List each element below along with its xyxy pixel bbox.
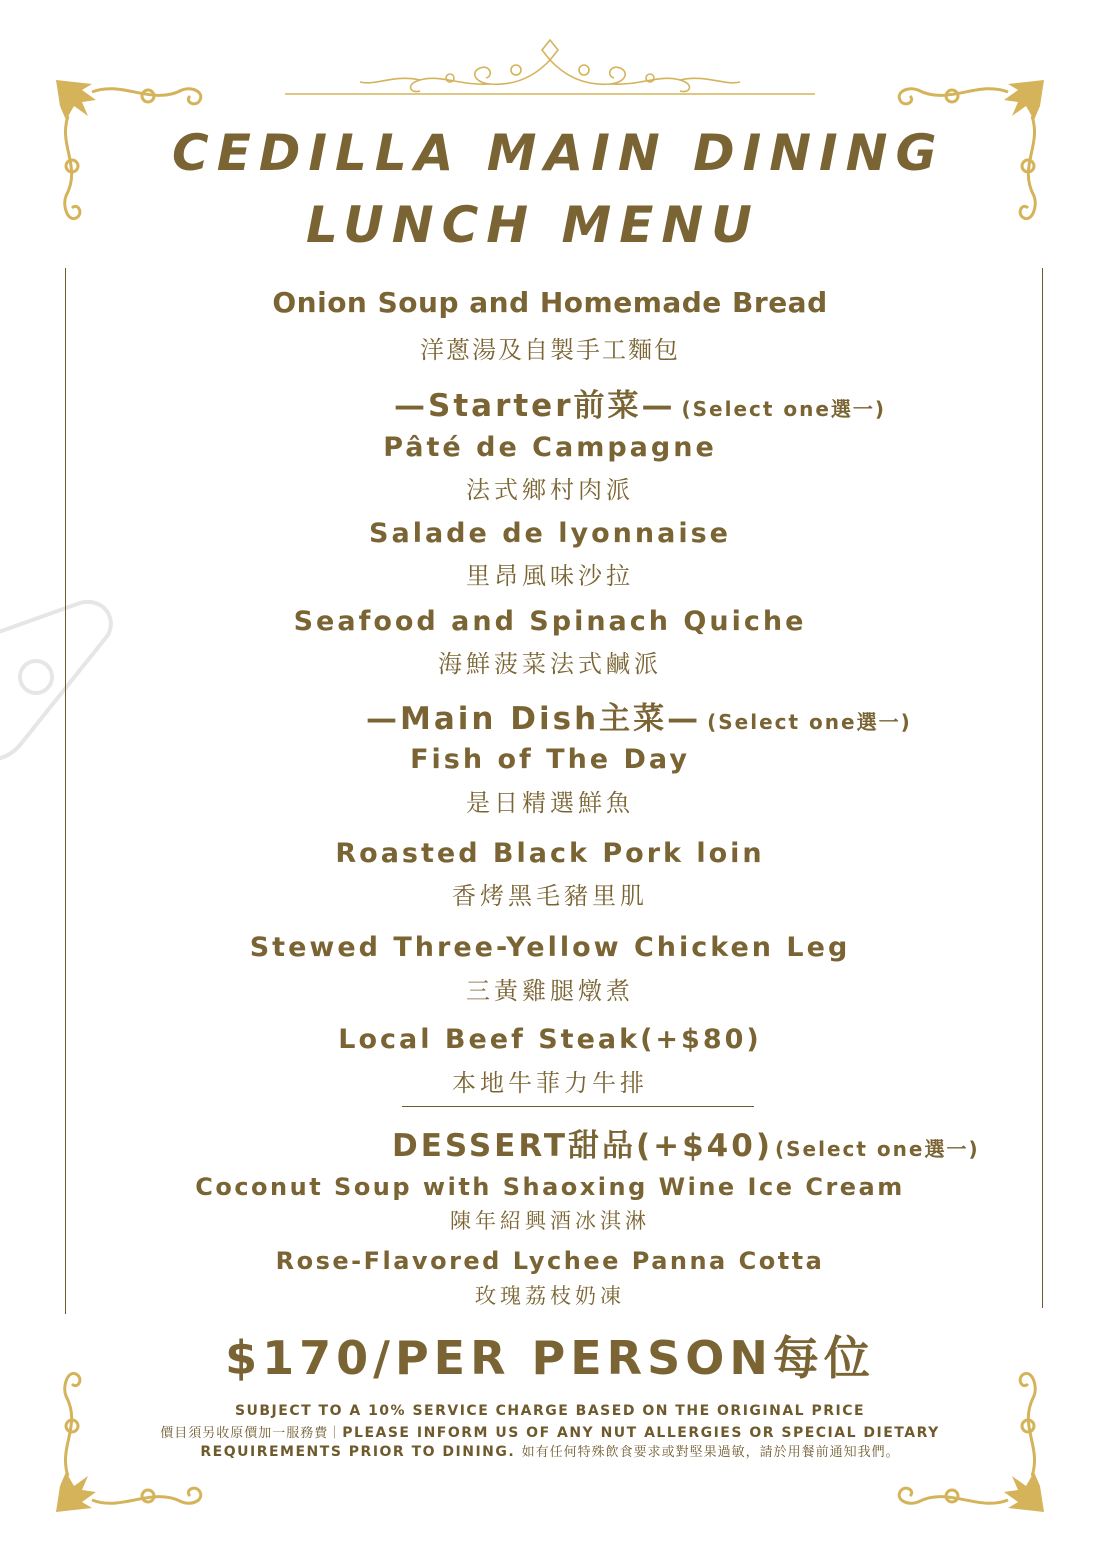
allergy-note-en: PLEASE INFORM US OF ANY NUT ALLERGIES OR SPECIAL DIETARY	[342, 1425, 940, 1441]
main-dish-item-name-zh: 本地牛菲力牛排	[452, 1069, 648, 1097]
allergy-note-zh: 如有任何特殊飲食要求或對堅果過敏，請於用餐前通知我們。	[521, 1445, 900, 1460]
allergy-note-line1	[0, 1422, 1100, 1441]
main-dish-item-name-zh: 是日精選鮮魚	[466, 789, 634, 817]
starter-heading	[394, 380, 886, 425]
dessert-item-name: Rose-Flavored Lychee Panna Cotta	[275, 1247, 825, 1275]
starter-item-name-zh: 法式鄉村肉派	[466, 476, 634, 504]
opening-dish-name: Onion Soup and Homemade Bread	[272, 286, 828, 319]
starter-heading-text: —Starter前菜—	[394, 388, 676, 424]
dessert-heading-text: DESSERT甜品(+$40)	[392, 1128, 773, 1164]
service-charge-note-zh: 價目須另收原價加一服務費｜	[160, 1426, 343, 1441]
main-dish-heading	[366, 693, 912, 738]
main-dish-item-name: Roasted Black Pork loin	[335, 838, 765, 869]
top-center-flourish-icon	[280, 36, 820, 100]
menu-title-line1: CEDILLA MAIN DINING	[172, 124, 945, 182]
dessert-item-name-zh: 玫瑰荔枝奶凍	[475, 1284, 625, 1308]
main-dish-select-note: (Select one選一)	[707, 710, 912, 734]
dessert-item-name-zh: 陳年紹興酒冰淇淋	[450, 1209, 650, 1233]
opening-dish-name-zh: 洋蔥湯及自製手工麵包	[420, 336, 680, 364]
main-dish-heading-text: —Main Dish主菜—	[366, 701, 702, 737]
main-dish-item-name: Local Beef Steak(+$80)	[338, 1024, 762, 1055]
set-price: $170/PER PERSON每位	[225, 1331, 875, 1385]
dessert-heading	[392, 1120, 980, 1165]
main-dish-item-name: Stewed Three-Yellow Chicken Leg	[249, 932, 851, 963]
dessert-divider	[402, 1106, 754, 1107]
starter-item-name: Pâté de Campagne	[383, 432, 717, 463]
main-dish-item-name: Fish of The Day	[410, 744, 690, 775]
starter-item-name-zh: 里昂風味沙拉	[466, 562, 634, 590]
main-dish-item-name-zh: 香烤黑毛豬里肌	[452, 882, 648, 910]
starter-item-name: Salade de lyonnaise	[369, 518, 731, 549]
dessert-item-name: Coconut Soup with Shaoxing Wine Ice Cream	[195, 1173, 905, 1201]
starter-select-note: (Select one選一)	[681, 397, 887, 421]
allergy-note-en-cont: REQUIREMENTS PRIOR TO DINING.	[200, 1444, 516, 1460]
menu-title-line2: LUNCH MENU	[306, 196, 760, 254]
starter-item-name: Seafood and Spinach Quiche	[293, 606, 807, 637]
main-dish-item-name-zh: 三黃雞腿燉煮	[466, 977, 634, 1005]
dessert-select-note: (Select one選一)	[775, 1137, 980, 1161]
service-charge-note: SUBJECT TO A 10% SERVICE CHARGE BASED ON THE ORIGINAL PRICE	[234, 1403, 866, 1419]
allergy-note-line2	[0, 1441, 1100, 1460]
starter-item-name-zh: 海鮮菠菜法式鹹派	[438, 650, 662, 678]
